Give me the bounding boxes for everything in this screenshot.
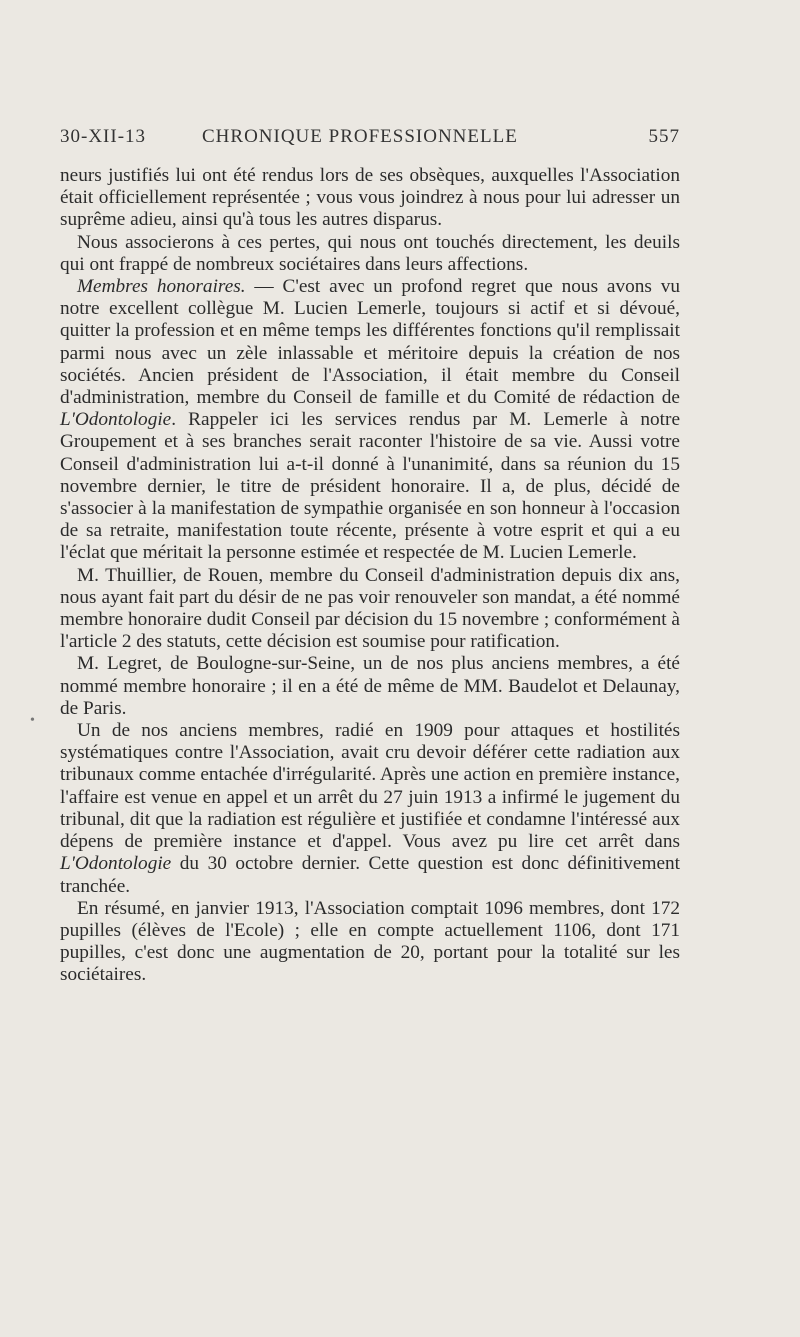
journal-title: L'Odontologie bbox=[60, 409, 172, 431]
paragraph-membres-honoraires: Membres honoraires. — C'est avec un profond regret que nous avons vu notre excellent collègue M. Lucien Lemerle, toujours si actif et si dévoué, quitter la profession et en même temps les différentes fonctions qu'il remplissait parmi nous avec un zèle inlassable et méritoire depuis la création de nos sociétés. Ancien président de l'Association, il était membre du Conseil d'administration, membre du Conseil de famille et du Comité de rédaction de L'Odontologie. Rappeler ici les services rendus par M. Lemerle à notre Groupement et à ses branches serait raconter l'histoire de sa vie. Aussi votre Conseil d'administration lui a-t-il donné à l'unanimité, dans sa réunion du 15 novembre dernier, le titre de président honoraire. Il a, de plus, décidé de s'associer à la manifestation de sympathie organisée en son honneur à l'occasion de sa retraite, manifestation toute récente, présente à votre esprit et qui a eu l'éclat que méritait la personne estimée et respectée de M. Lucien Lemerle. bbox=[60, 276, 680, 564]
journal-title: L'Odontologie bbox=[60, 853, 172, 875]
page-number: 557 bbox=[648, 126, 680, 147]
paragraph-thuillier: M. Thuillier, de Rouen, membre du Conseil d'administration depuis dix ans, nous ayant fait part du désir de ne pas voir renouveler son mandat, a été nommé membre honoraire dudit Conseil par décision du 15 novembre ; conformément à l'article 2 des statuts, cette décision est soumise pour ratification. bbox=[60, 564, 680, 653]
running-header bbox=[60, 126, 680, 156]
header-section-title: CHRONIQUE PROFESSIONNELLE bbox=[202, 126, 518, 147]
header-date: 30-XII-13 bbox=[60, 126, 147, 147]
paragraph-radiation: Un de nos anciens membres, radié en 1909 pour attaques et hostilités systématiques contre l'Association, avait cru devoir déférer cette radiation aux tribunaux comme entachée d'irrégularité. Après une action en première instance, l'affaire est venue en appel et un arrêt du 27 juin 1913 a infirmé le jugement du tribunal, dit que la radiation est régulière et justifiée et condamne l'intéressé aux dépens de première instance et d'appel. Vous avez pu lire cet arrêt dans L'Odontologie du 30 octobre dernier. Cette question est donc définitivement tranchée. bbox=[60, 720, 680, 897]
section-lead-italic: Membres honoraires. bbox=[77, 276, 246, 298]
margin-mark: • bbox=[30, 713, 35, 728]
paragraph-continuation: neurs justifiés lui ont été rendus lors de ses obsèques, auxquelles l'Association était officiellement représentée ; vous vous joindrez à nous pour lui adresser un suprême adieu, ainsi qu'à tous les autres disparus. bbox=[60, 165, 680, 231]
paragraph-resume: En résumé, en janvier 1913, l'Association comptait 1096 membres, dont 172 pupilles (élèves de l'Ecole) ; elle en compte actuellement 1106, dont 171 pupilles, c'est donc une augmentation de 20, portant pour la totalité sur les sociétaires. bbox=[60, 897, 680, 986]
paragraph-deuils: Nous associerons à ces pertes, qui nous ont touchés directement, les deuils qui ont frappé de nombreux sociétaires dans leurs affections. bbox=[60, 231, 680, 275]
paragraph-legret: M. Legret, de Boulogne-sur-Seine, un de nos plus anciens membres, a été nommé membre honoraire ; il en a été de même de MM. Baudelot et Delaunay, de Paris. bbox=[60, 653, 680, 719]
body-text bbox=[60, 165, 680, 987]
